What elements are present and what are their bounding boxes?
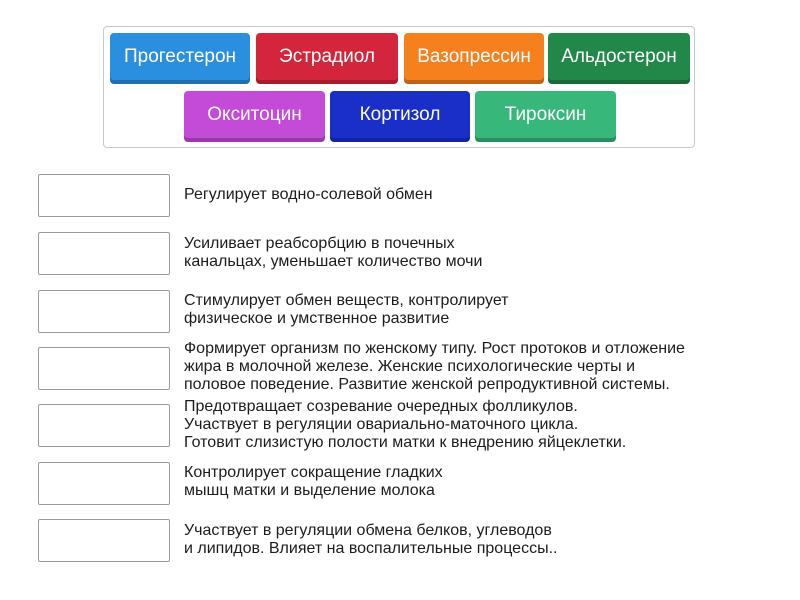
description-line: Формирует организм по женскому типу. Рост протоков и отложение bbox=[184, 340, 685, 357]
drop-box-3[interactable] bbox=[38, 290, 170, 333]
tile-cortisol[interactable] bbox=[330, 91, 470, 142]
tile-label: Прогестерон bbox=[123, 46, 237, 67]
description-line: Участвует в регуляции овариально-маточного цикла. bbox=[184, 416, 579, 433]
description-line: жира в молочной железе. Женские психологические черты и bbox=[184, 358, 636, 375]
description-6 bbox=[184, 464, 784, 500]
tile-aldosterone[interactable] bbox=[548, 33, 690, 84]
tile-label: Альдостерон bbox=[561, 46, 677, 67]
drop-box-4[interactable] bbox=[38, 347, 170, 390]
tile-estradiol[interactable] bbox=[256, 33, 398, 84]
tile-bank bbox=[103, 26, 695, 148]
description-line: Регулирует водно-солевой обмен bbox=[184, 186, 433, 203]
description-line: Контролирует сокращение гладких bbox=[184, 464, 443, 481]
drop-box-7[interactable] bbox=[38, 519, 170, 562]
drop-box-5[interactable] bbox=[38, 404, 170, 447]
tile-label: Тироксин bbox=[504, 104, 587, 125]
description-4 bbox=[184, 340, 784, 394]
description-3 bbox=[184, 292, 784, 328]
tile-label: Вазопрессин bbox=[417, 46, 531, 67]
description-line: физическое и умственное развитие bbox=[184, 310, 450, 327]
tile-thyroxine[interactable] bbox=[475, 91, 616, 142]
description-1 bbox=[184, 186, 784, 204]
description-line: Готовит слизистую полости матки к внедрению яйцеклетки. bbox=[184, 434, 627, 451]
description-line: Стимулирует обмен веществ, контролирует bbox=[184, 292, 509, 309]
description-line: половое поведение. Развитие женской репродуктивной системы. bbox=[184, 376, 670, 393]
description-5 bbox=[184, 398, 784, 452]
drop-box-6[interactable] bbox=[38, 462, 170, 505]
description-line: и липидов. Влияет на воспалительные процессы.. bbox=[184, 540, 558, 557]
description-line: Участвует в регуляции обмена белков, углеводов bbox=[184, 522, 552, 539]
drop-box-1[interactable] bbox=[38, 174, 170, 217]
description-line: канальцах, уменьшает количество мочи bbox=[184, 253, 483, 270]
tile-vasopressin[interactable] bbox=[404, 33, 544, 84]
description-line: мышц матки и выделение молока bbox=[184, 482, 435, 499]
description-7 bbox=[184, 522, 784, 558]
tile-oxytocin[interactable] bbox=[184, 91, 325, 142]
drop-box-2[interactable] bbox=[38, 232, 170, 275]
tile-progesterone[interactable] bbox=[110, 33, 250, 84]
description-line: Предотвращает созревание очередных фолликулов. bbox=[184, 398, 578, 415]
tile-label: Эстрадиол bbox=[279, 46, 375, 67]
tile-label: Окситоцин bbox=[207, 104, 302, 125]
description-line: Усиливает реабсорбцию в почечных bbox=[184, 235, 455, 252]
tile-label: Кортизол bbox=[359, 104, 441, 125]
description-2 bbox=[184, 235, 784, 271]
